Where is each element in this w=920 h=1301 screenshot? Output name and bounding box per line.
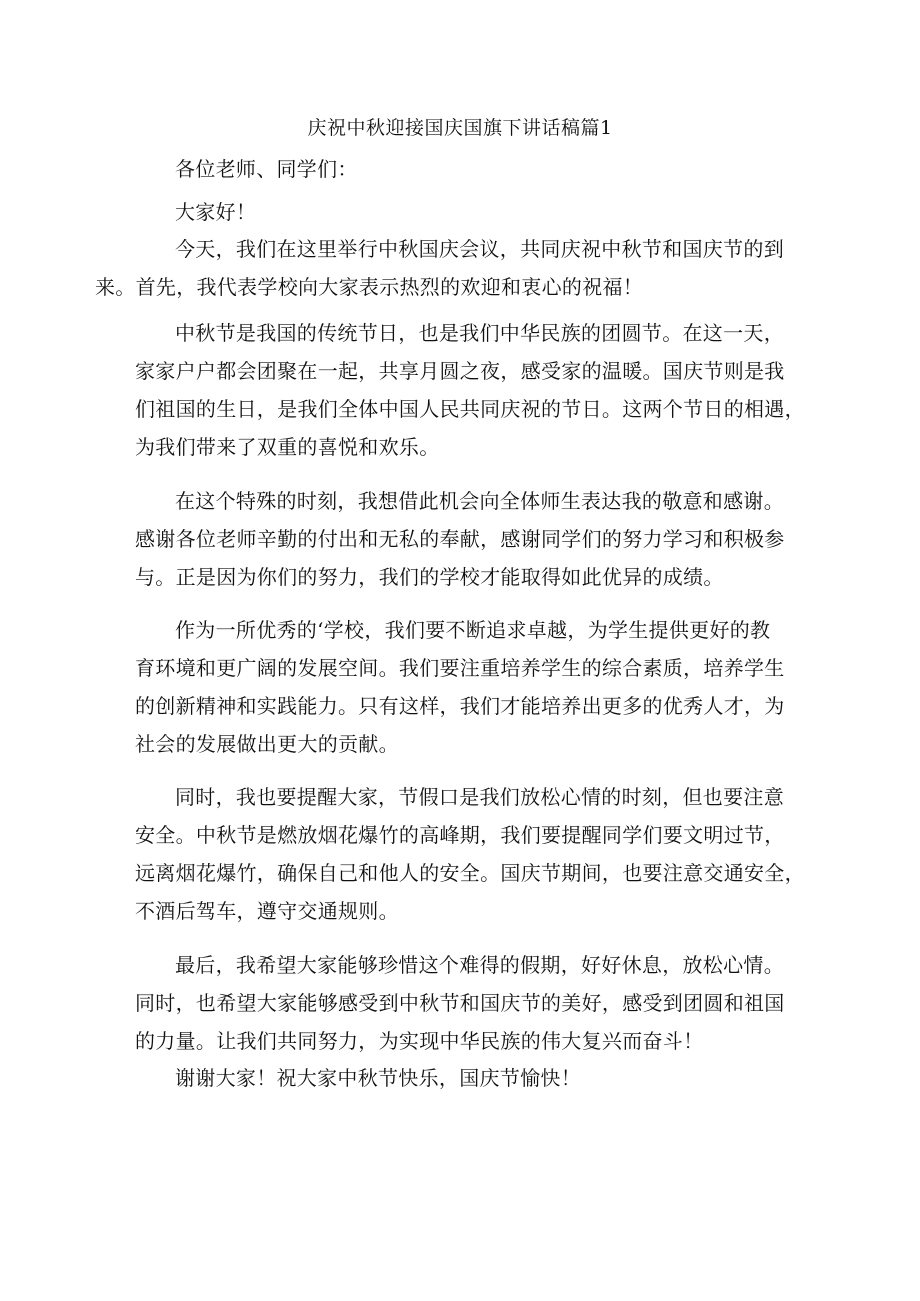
paragraph-1: [95, 230, 795, 306]
paragraph-line: 最后，我希望大家能够珍惜这个难得的假期，好好休息，放松心情。: [175, 953, 784, 977]
paragraph-line: 来。首先，我代表学校向大家表示热烈的欢迎和衷心的祝福！: [95, 275, 644, 299]
paragraph-2: [135, 314, 805, 466]
paragraph-line: 不酒后驾车，遵守交通规则。: [135, 899, 399, 923]
paragraph-line: 社会的发展做出更大的贡献。: [135, 732, 399, 756]
paragraph-line: 同时，我也要提醒大家，节假口是我们放松心情的时刻，但也要注意: [175, 785, 784, 809]
paragraph-line: 作为一所优秀的‘学校，我们要不断追求卓越，为学生提供更好的教: [175, 618, 771, 642]
paragraph-line: 今天，我们在这里举行中秋国庆会议，共同庆祝中秋节和国庆节的到: [175, 237, 784, 261]
paragraph-line: 的创新精神和实践能力。只有这样，我们才能培养出更多的优秀人才，为: [135, 694, 785, 718]
paragraph-line: 与。正是因为你们的努力，我们的学校才能取得如此优异的成绩。: [135, 565, 724, 589]
paragraph-line: 中秋节是我国的传统节日，也是我们中华民族的团圆节。在这一天，: [175, 321, 784, 345]
paragraph-line: 的力量。让我们共同努力，为实现中华民族的伟大复兴而奋斗！: [135, 1029, 704, 1053]
paragraph-line: 们祖国的生日，是我们全体中国人民共同庆祝的节日。这两个节日的相遇，: [135, 397, 805, 421]
document-title: 庆祝中秋迎接国庆国旗下讲话稿篇1: [307, 117, 613, 139]
paragraph-line: 远离烟花爆竹，确保自己和他人的安全。国庆节期间，也要注意交通安全，: [135, 861, 805, 885]
greeting: 各位老师、同学们：: [175, 157, 358, 181]
paragraph-6: [135, 946, 795, 1060]
paragraph-line: 在这个特殊的时刻，我想借此机会向全体师生表达我的敬意和感谢。: [175, 489, 784, 513]
paragraph-line: 育环境和更广阔的发展空间。我们要注重培养学生的综合素质，培养学生: [135, 656, 785, 680]
paragraph-line: 同时，也希望大家能够感受到中秋节和国庆节的美好，感受到团圆和祖国: [135, 991, 785, 1015]
closing-remark: 谢谢大家！祝大家中秋节快乐，国庆节愉快！: [175, 1066, 581, 1090]
paragraph-4: [135, 611, 795, 763]
paragraph-line: 为我们带来了双重的喜悦和欢乐。: [135, 435, 440, 459]
paragraph-3: [135, 482, 795, 596]
paragraph-line: 家家户户都会团聚在一起，共享月圆之夜，感受家的温暖。国庆节则是我: [135, 359, 785, 383]
opening-salutation: 大家好！: [175, 200, 257, 224]
paragraph-5: [135, 778, 805, 930]
paragraph-line: 感谢各位老师辛勤的付出和无私的奉献，感谢同学们的努力学习和积极参: [135, 527, 785, 551]
paragraph-line: 安全。中秋节是燃放烟花爆竹的高峰期，我们要提醒同学们要文明过节，: [135, 823, 785, 847]
